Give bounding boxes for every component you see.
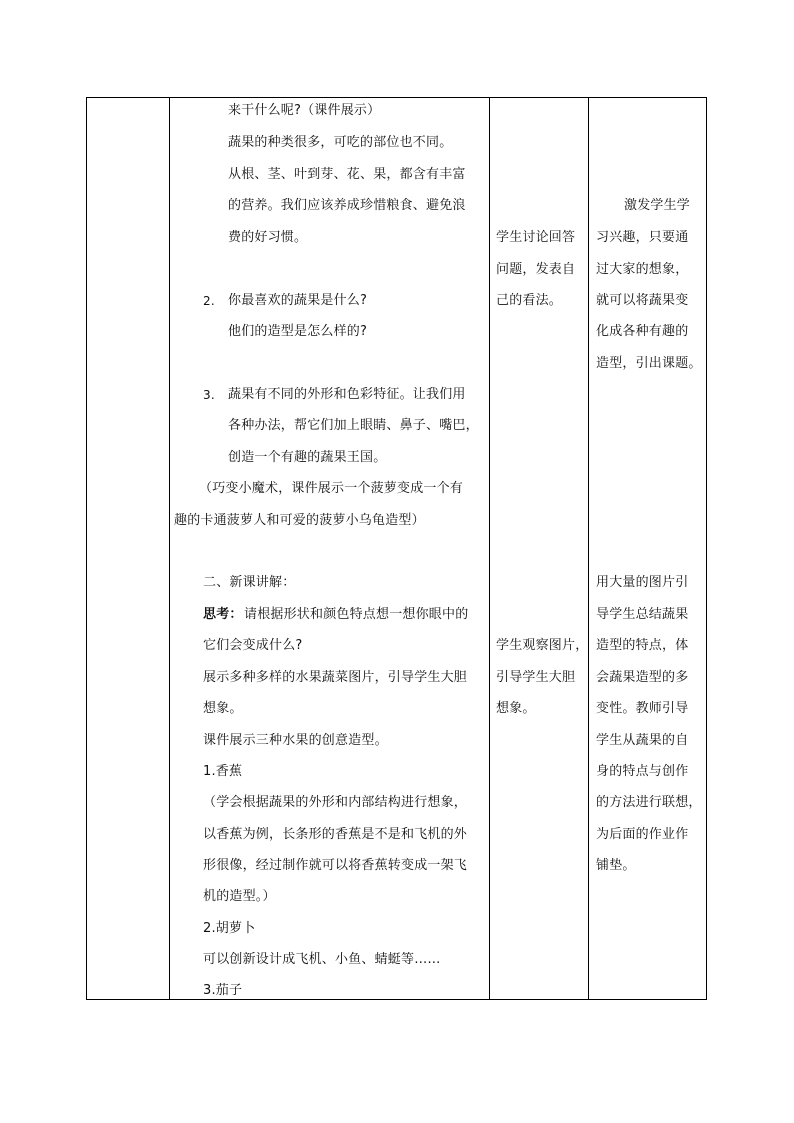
column-divider-2 (489, 97, 490, 1000)
content-line: 各种办法，帮它们加上眼睛、鼻子、嘴巴， (228, 418, 479, 433)
intent-line: 的方法进行联想， (596, 795, 702, 810)
intent-line: 用大量的图片引 (596, 575, 689, 590)
table-border-top (86, 97, 707, 98)
column-divider-3 (588, 97, 589, 1000)
content-line: 以香蕉为例，长条形的香蕉是不是和飞机的外 (203, 827, 468, 842)
list-number: 3. (203, 388, 215, 402)
activity-line: 学生观察图片， (496, 638, 589, 653)
intent-line: 造型的特点，体 (596, 638, 689, 653)
content-line: 蔬果的种类很多，可吃的部位也不同。 (228, 135, 453, 150)
intent-line: 为后面的作业作 (596, 827, 689, 842)
activity-line: 想象。 (496, 701, 536, 716)
intent-line: 会蔬果造型的多 (596, 670, 689, 685)
intent-line: 习兴趣，只要通 (596, 230, 689, 245)
intent-line: 身的特点与创作 (596, 764, 689, 779)
table-border-bottom (86, 999, 707, 1000)
list-number: 2. (203, 294, 215, 308)
content-line: 3.茄子 (203, 983, 243, 998)
intent-line: 造型，引出课题。 (596, 356, 702, 371)
content-line: 他们的造型是怎么样的? (228, 324, 368, 339)
section-heading: 二、新课讲解： (203, 575, 296, 590)
intent-line: 激发学生学 (624, 198, 691, 213)
content-line: （学会根据蔬果的外形和内部结构进行想象， (203, 795, 468, 810)
content-line: 的营养。我们应该养成珍惜粮食、避免浪 (228, 198, 466, 213)
intent-line: 变性。教师引导 (596, 701, 689, 716)
activity-line: 己的看法。 (496, 293, 563, 308)
intent-line: 导学生总结蔬果 (596, 607, 689, 622)
content-line: 机的造型。） (203, 889, 276, 904)
content-line: 你最喜欢的蔬果是什么? (228, 293, 368, 308)
content-line: 从根、茎、叶到芽、花、果，都含有丰富 (228, 167, 466, 182)
content-line: 创造一个有趣的蔬果王国。 (228, 450, 387, 465)
content-line: 来干什么呢?（课件展示） (228, 103, 381, 118)
content-line: （巧变小魔术，课件展示一个菠萝变成一个有 (199, 481, 464, 496)
intent-line: 化成各种有趣的 (596, 324, 689, 339)
content-line: 可以创新设计成飞机、小鱼、蜻蜓等…… (203, 952, 441, 967)
think-label: 思考： (203, 607, 243, 622)
activity-line: 学生讨论回答 (496, 230, 576, 245)
intent-line: 铺垫。 (596, 858, 636, 873)
content-line: 想象。 (203, 701, 243, 716)
table-border-left (86, 97, 87, 1000)
content-line: 1.香蕉 (203, 764, 243, 779)
content-line: 请根据形状和颜色特点想一想你眼中的 (244, 607, 469, 622)
content-line: 展示多种多样的水果蔬菜图片，引导学生大胆 (203, 670, 468, 685)
content-line: 趣的卡通菠萝人和可爱的菠萝小乌龟造型） (174, 513, 425, 528)
intent-line: 学生从蔬果的自 (596, 733, 689, 748)
content-line: 蔬果有不同的外形和色彩特征。让我们用 (228, 387, 466, 402)
content-line: 费的好习惯。 (228, 230, 308, 245)
activity-line: 引导学生大胆 (496, 670, 576, 685)
content-line: 课件展示三种水果的创意造型。 (203, 733, 388, 748)
intent-line: 过大家的想象， (596, 262, 689, 277)
content-line: 它们会变成什么? (203, 638, 303, 653)
column-divider-1 (169, 97, 170, 1000)
content-line: 形很像，经过制作就可以将香蕉转变成一架飞 (203, 858, 468, 873)
activity-line: 问题，发表自 (496, 262, 576, 277)
table-border-right (706, 97, 707, 1000)
intent-line: 就可以将蔬果变 (596, 293, 689, 308)
content-line: 2.胡萝卜 (203, 921, 256, 936)
